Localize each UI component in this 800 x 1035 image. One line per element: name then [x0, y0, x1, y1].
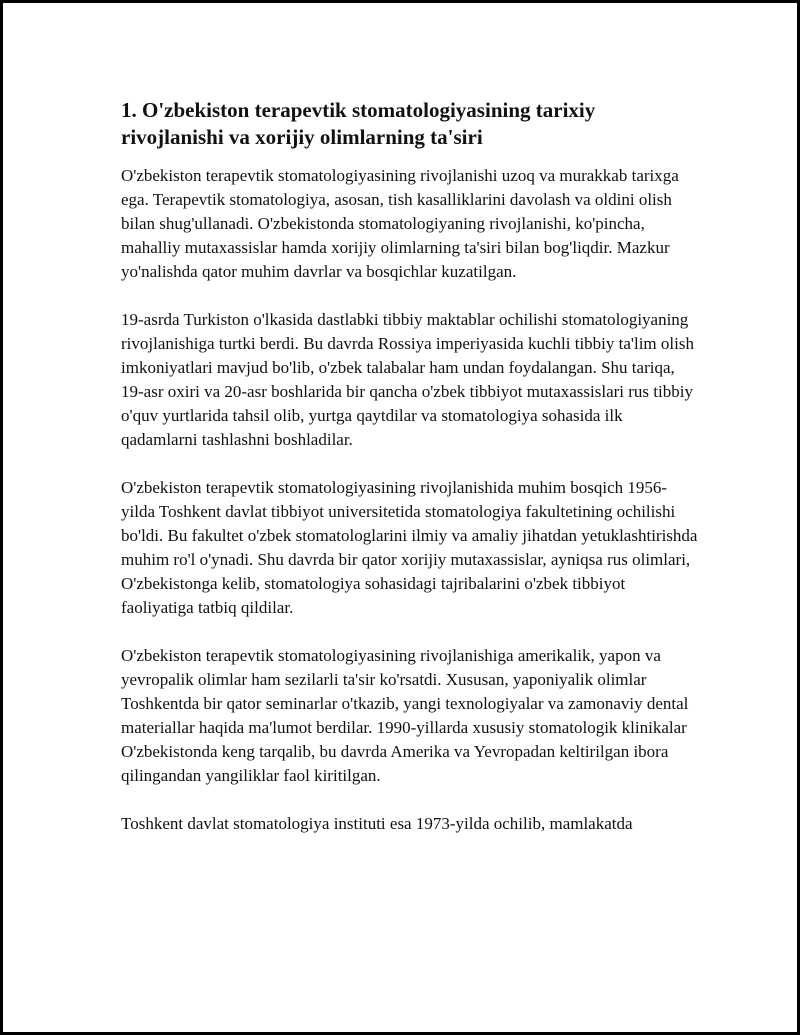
paragraph-5: Toshkent davlat stomatologiya instituti esa 1973-yilda ochilib, mamlakatda — [121, 814, 633, 833]
page-content — [121, 97, 701, 860]
paragraph-4: O'zbekiston terapevtik stomatologiyasining rivojlanishiga amerikalik, yapon va yevropalik olimlar ham sezilarli ta'sir ko'rsatdi. Xususan, yaponiyalik olimlar Toshkentda bir qator seminarlar o'tkazib, yangi texnologiyalar va zamonaviy dental materiallar haqida ma'lumot berdilar. 1990-yillarda xususiy stomatologik klinikalar O'zbekistonda keng tarqalib, bu davrda Amerika va Yevropadan keltirilgan ibora qilingandan yangiliklar faol kiritilgan. — [121, 646, 689, 785]
paragraph-1: O'zbekiston terapevtik stomatologiyasining rivojlanishi uzoq va murakkab tarixga ega. Terapevtik stomatologiya, asosan, tish kasalliklarini davolash va oldini olish bilan shug'ullanadi. O'zbekistonda stomatologiyaning rivojlanishi, ko'pincha, mahalliy mutaxassislar hamda xorijiy olimlarning ta'siri bilan bog'liqdir. Mazkur yo'nalishda qator muhim davrlar va bosqichlar kuzatilgan. — [121, 166, 679, 281]
section-heading: 1. O'zbekiston terapevtik stomatologiyasining tarixiy rivojlanishi va xorijiy olimlarning ta'siri — [121, 98, 596, 149]
paragraph-3: O'zbekiston terapevtik stomatologiyasining rivojlanishida muhim bosqich 1956-yilda Toshkent davlat tibbiyot universitetida stomatologiya fakultetining ochilishi bo'ldi. Bu fakultet o'zbek stomatologlarini ilmiy va amaliy jihatdan yetuklashtirishda muhim ro'l o'ynadi. Shu davrda bir qator xorijiy mutaxassislar, ayniqsa rus olimlari, O'zbekistonga kelib, stomatologiya sohasidagi tajribalarini o'zbek tibbiyot faoliyatiga tatbiq qildilar. — [121, 478, 698, 617]
paragraph-2: 19-asrda Turkiston o'lkasida dastlabki tibbiy maktablar ochilishi stomatologiyaning rivojlanishiga turtki berdi. Bu davrda Rossiya imperiyasida kuchli tibbiy ta'lim olish imkoniyatlari mavjud bo'lib, o'zbek talabalar ham undan foydalangan. Shu tariqa, 19-asr oxiri va 20-asr boshlarida bir qancha o'zbek tibbiyot mutaxassislari rus tibbiy o'quv yurtlarida tahsil olib, yurtga qaytdilar va stomatologiya sohasida ilk qadamlarni tashlashni boshladilar. — [121, 310, 694, 449]
